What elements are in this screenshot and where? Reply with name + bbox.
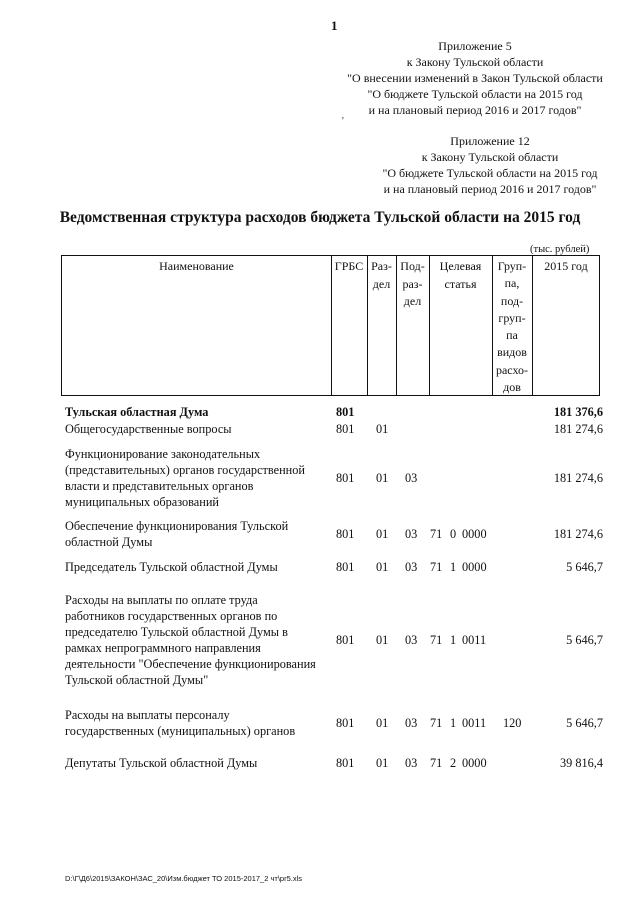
- row-razdel: 01: [376, 422, 389, 436]
- appendix-12-line: Приложение 12: [450, 134, 530, 148]
- header-grbs: ГРБС: [334, 259, 364, 273]
- row-razdel: 01: [376, 716, 389, 730]
- row-target-subprogram: 1: [450, 560, 457, 574]
- row-grbs: 801: [336, 422, 355, 436]
- row-amount: 5 646,7: [566, 716, 603, 730]
- appendix-5-block: [330, 38, 620, 118]
- row-target-subprogram: 0: [450, 527, 457, 541]
- file-path-footer: D:\Г\Д6\2015\ЗАКОН\ЗАС_20\Изм.бюджет ТО 2015-2017_2 чт\pr5.xls: [65, 874, 302, 883]
- units-label: (тыс. рублей): [530, 244, 590, 255]
- row-grbs: 801: [336, 527, 355, 541]
- row-target-direction: 0011: [462, 716, 487, 730]
- row-amount: 181 376,6: [553, 405, 603, 419]
- row-target-subprogram: 1: [450, 716, 457, 730]
- row-target-direction: 0011: [462, 633, 487, 647]
- header-podrazdel: Под- раз- дел: [400, 259, 425, 309]
- row-target-direction: 0000: [462, 756, 487, 770]
- appendix-12-block: [365, 133, 615, 197]
- row-expense-type: 120: [503, 716, 522, 730]
- row-name: Функционирование законодательных (представительных) органов государственной власти и представительных органов муниципальных образований: [65, 447, 305, 509]
- row-grbs: 801: [336, 633, 355, 647]
- stray-mark: ': [342, 116, 344, 127]
- row-target-program: 71: [430, 633, 443, 647]
- header-celevaya-statya: Целевая статья: [439, 259, 482, 291]
- row-name: Депутаты Тульской областной Думы: [65, 756, 258, 770]
- row-grbs: 801: [336, 756, 355, 770]
- row-grbs: 801: [336, 716, 355, 730]
- header-razdel: Раз- дел: [371, 259, 392, 291]
- appendix-12-line: к Закону Тульской области: [421, 150, 559, 164]
- row-target-subprogram: 1: [450, 633, 457, 647]
- row-name: Расходы на выплаты персоналу государственных (муниципальных) органов: [65, 708, 296, 738]
- row-name: Обеспечение функционирования Тульской областной Думы: [65, 519, 289, 549]
- row-target-program: 71: [430, 527, 443, 541]
- row-podrazdel: 03: [405, 471, 418, 485]
- row-target-direction: 0000: [462, 560, 487, 574]
- row-razdel: 01: [376, 756, 389, 770]
- row-amount: 39 816,4: [559, 756, 603, 770]
- header-2015-year: 2015 год: [544, 259, 588, 273]
- row-razdel: 01: [376, 527, 389, 541]
- appendix-5-line: "О внесении изменений в Закон Тульской области: [347, 71, 603, 85]
- row-name: Общегосударственные вопросы: [65, 422, 232, 436]
- appendix-5-line: "О бюджете Тульской области на 2015 год: [367, 87, 583, 101]
- row-amount: 181 274,6: [553, 471, 603, 485]
- row-amount: 181 274,6: [553, 422, 603, 436]
- header-name: Наименование: [159, 259, 234, 273]
- row-name: Тульская областная Дума: [65, 405, 209, 419]
- document-title: Ведомственная структура расходов бюджета Тульской области на 2015 год: [59, 209, 581, 226]
- row-razdel: 01: [376, 633, 389, 647]
- row-razdel: 01: [376, 471, 389, 485]
- row-amount: 5 646,7: [566, 633, 603, 647]
- row-target-program: 71: [430, 756, 443, 770]
- row-name: Расходы на выплаты по оплате труда работников государственных органов по председателю Тульской областной Думы в рамках непрограммного направления деятельности "Обеспечение функционирования Тульской областной Думы": [65, 593, 316, 687]
- row-amount: 5 646,7: [566, 560, 603, 574]
- row-grbs: 801: [336, 471, 355, 485]
- row-podrazdel: 03: [405, 716, 418, 730]
- row-amount: 181 274,6: [553, 527, 603, 541]
- row-podrazdel: 03: [405, 756, 418, 770]
- column-divider: [532, 255, 533, 396]
- row-target-subprogram: 2: [450, 756, 457, 770]
- row-grbs: 801: [336, 560, 355, 574]
- column-divider: [331, 255, 332, 396]
- page-number: 1: [331, 18, 338, 33]
- appendix-12-line: "О бюджете Тульской области на 2015 год: [382, 166, 598, 180]
- header-vid-raskhodov: Груп- па, под- груп- па видов расхо- дов: [495, 259, 529, 395]
- row-razdel: 01: [376, 560, 389, 574]
- appendix-12-line: и на плановый период 2016 и 2017 годов": [383, 182, 597, 196]
- row-target-direction: 0000: [462, 527, 487, 541]
- row-grbs: 801: [336, 405, 355, 419]
- appendix-5-line: к Закону Тульской области: [406, 55, 544, 69]
- row-name: Председатель Тульской областной Думы: [65, 560, 278, 574]
- row-podrazdel: 03: [405, 527, 418, 541]
- row-target-program: 71: [430, 560, 443, 574]
- row-target-program: 71: [430, 716, 443, 730]
- appendix-5-line: Приложение 5: [438, 39, 512, 53]
- row-podrazdel: 03: [405, 633, 418, 647]
- row-podrazdel: 03: [405, 560, 418, 574]
- appendix-5-line: и на плановый период 2016 и 2017 годов": [368, 103, 582, 117]
